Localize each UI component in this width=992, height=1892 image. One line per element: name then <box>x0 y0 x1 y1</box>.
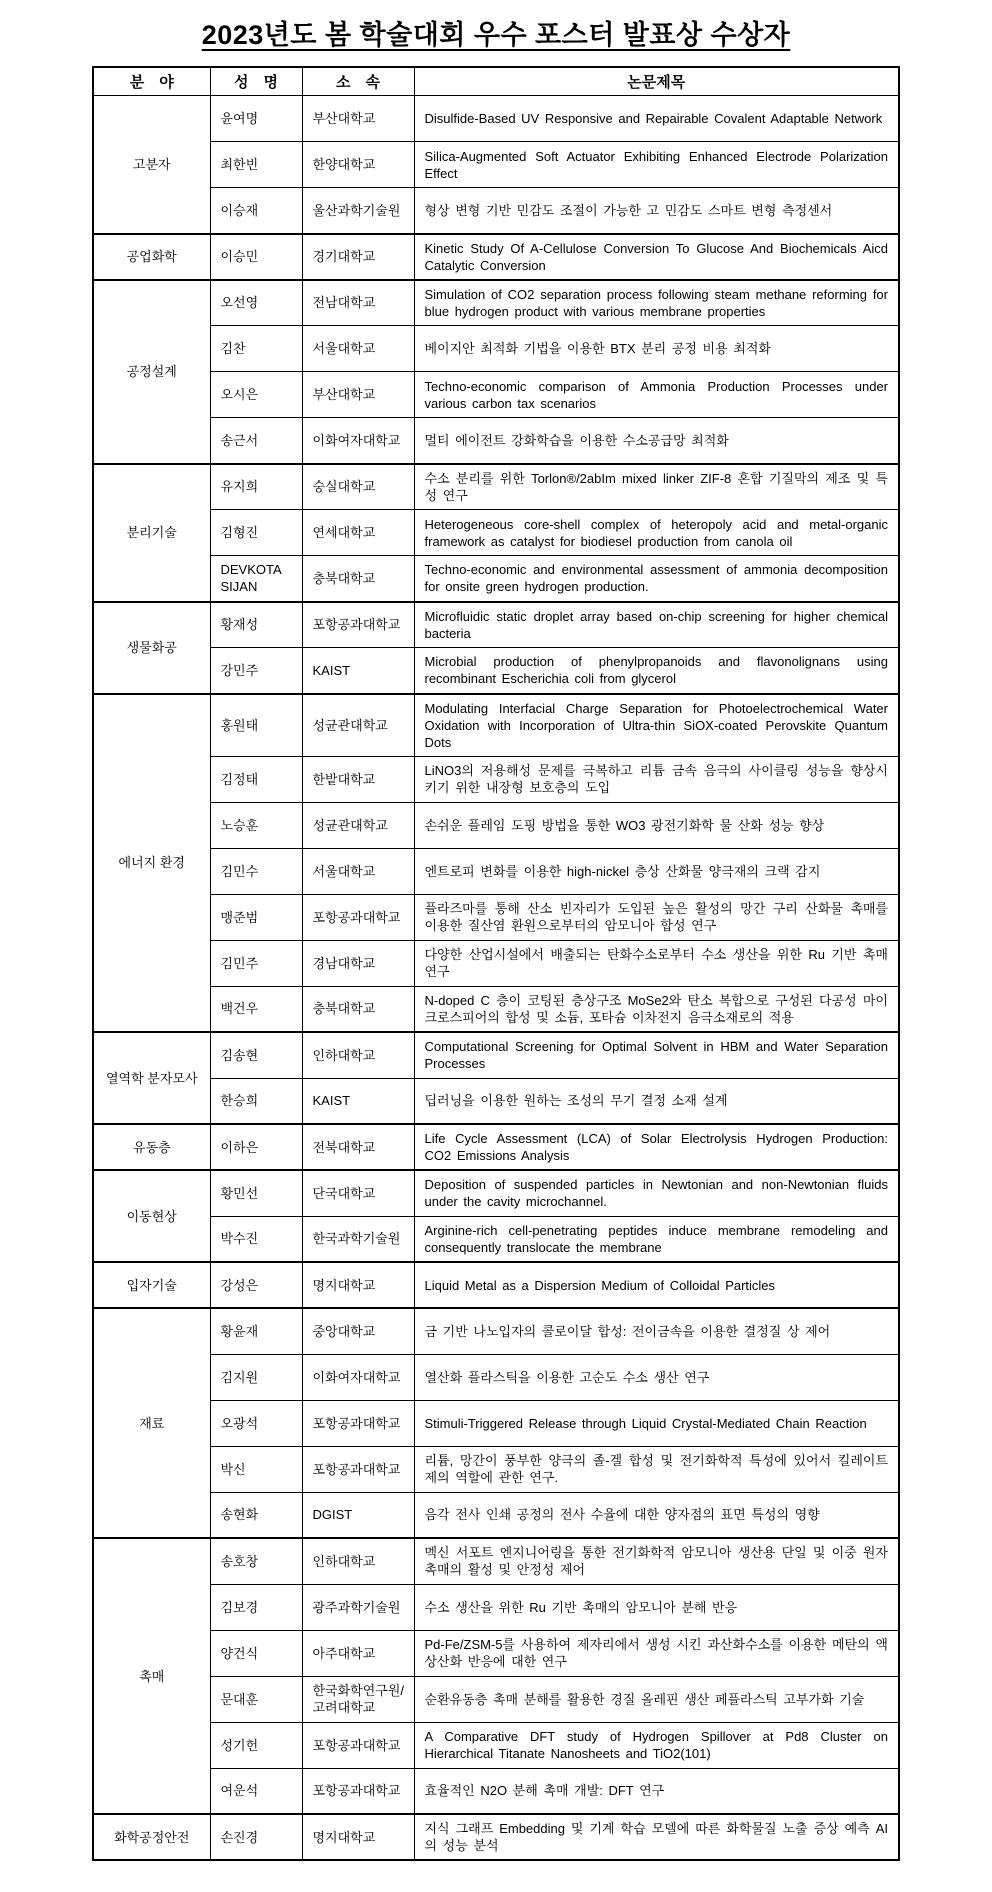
affiliation-cell: 연세대학교 <box>302 510 414 556</box>
paper-title-cell: Pd-Fe/ZSM-5를 사용하여 제자리에서 생성 시킨 과산화수소를 이용한 메탄의 액상산화 반응에 대한 연구 <box>414 1630 899 1676</box>
table-row <box>93 1354 899 1400</box>
table-row <box>93 1814 899 1860</box>
paper-title-cell: 효율적인 N2O 분해 촉매 개발: DFT 연구 <box>414 1768 899 1814</box>
paper-title-cell: Techno-economic and environmental assessment of ammonia decomposition for onsite green hydrogen production. <box>414 556 899 602</box>
table-row <box>93 1584 899 1630</box>
name-cell: 최한빈 <box>210 142 302 188</box>
table-row <box>93 1446 899 1492</box>
affiliation-cell: 경남대학교 <box>302 940 414 986</box>
affiliation-cell: DGIST <box>302 1492 414 1538</box>
name-cell: 오선영 <box>210 280 302 326</box>
table-row <box>93 1078 899 1124</box>
table-row <box>93 280 899 326</box>
header-affiliation: 소 속 <box>302 67 414 96</box>
page-title: 2023년도 봄 학술대회 우수 포스터 발표상 수상자 <box>201 20 791 50</box>
affiliation-cell: 명지대학교 <box>302 1814 414 1860</box>
field-cell: 열역학 분자모사 <box>93 1032 210 1124</box>
affiliation-cell: 포항공과대학교 <box>302 894 414 940</box>
table-row <box>93 96 899 142</box>
paper-title-cell: Computational Screening for Optimal Solvent in HBM and Water Separation Processes <box>414 1032 899 1078</box>
affiliation-cell: 인하대학교 <box>302 1538 414 1584</box>
paper-title-cell: 금 기반 나노입자의 콜로이달 합성: 전이금속을 이용한 결정질 상 제어 <box>414 1308 899 1354</box>
awards-table <box>92 66 900 1861</box>
table-row <box>93 802 899 848</box>
table-row <box>93 1170 899 1216</box>
table-row <box>93 234 899 280</box>
affiliation-cell: 서울대학교 <box>302 326 414 372</box>
table-row <box>93 648 899 694</box>
name-cell: 성기헌 <box>210 1722 302 1768</box>
name-cell: 김형진 <box>210 510 302 556</box>
name-cell: 김정태 <box>210 756 302 802</box>
affiliation-cell: 포항공과대학교 <box>302 602 414 648</box>
table-row <box>93 1308 899 1354</box>
table-row <box>93 1630 899 1676</box>
table-row <box>93 894 899 940</box>
affiliation-cell: 전남대학교 <box>302 280 414 326</box>
affiliation-cell: 인하대학교 <box>302 1032 414 1078</box>
name-cell: DEVKOTA SIJAN <box>210 556 302 602</box>
table-row <box>93 556 899 602</box>
field-cell: 에너지 환경 <box>93 694 210 1033</box>
name-cell: 송현화 <box>210 1492 302 1538</box>
header-name: 성 명 <box>210 67 302 96</box>
table-row <box>93 1032 899 1078</box>
table-row <box>93 1400 899 1446</box>
name-cell: 손진경 <box>210 1814 302 1860</box>
table-row <box>93 1538 899 1584</box>
name-cell: 이하은 <box>210 1124 302 1170</box>
affiliation-cell: 부산대학교 <box>302 372 414 418</box>
affiliation-cell: 한밭대학교 <box>302 756 414 802</box>
name-cell: 김찬 <box>210 326 302 372</box>
header-field: 분 야 <box>93 67 210 96</box>
paper-title-cell: 멕신 서포트 엔지니어링을 통한 전기화학적 암모니아 생산용 단일 및 이중 원자 촉매의 활성 및 안정성 제어 <box>414 1538 899 1584</box>
affiliation-cell: KAIST <box>302 1078 414 1124</box>
field-cell: 유동층 <box>93 1124 210 1170</box>
name-cell: 황민선 <box>210 1170 302 1216</box>
name-cell: 김보경 <box>210 1584 302 1630</box>
name-cell: 여운석 <box>210 1768 302 1814</box>
table-row <box>93 326 899 372</box>
affiliation-cell: 명지대학교 <box>302 1262 414 1308</box>
paper-title-cell: 음각 전사 인쇄 공정의 전사 수율에 대한 양자점의 표면 특성의 영향 <box>414 1492 899 1538</box>
name-cell: 박신 <box>210 1446 302 1492</box>
paper-title-cell: 멀티 에이전트 강화학습을 이용한 수소공급망 최적화 <box>414 418 899 464</box>
affiliation-cell: 한국과학기술원 <box>302 1216 414 1262</box>
paper-title-cell: A Comparative DFT study of Hydrogen Spillover at Pd8 Cluster on Hierarchical Titanate Nanosheets and TiO2(101) <box>414 1722 899 1768</box>
name-cell: 노승훈 <box>210 802 302 848</box>
table-row <box>93 464 899 510</box>
affiliation-cell: 충북대학교 <box>302 556 414 602</box>
paper-title-cell: 지식 그래프 Embedding 및 기계 학습 모델에 따른 화학물질 노출 증상 예측 AI의 성능 분석 <box>414 1814 899 1860</box>
name-cell: 송호창 <box>210 1538 302 1584</box>
name-cell: 김송현 <box>210 1032 302 1078</box>
affiliation-cell: 서울대학교 <box>302 848 414 894</box>
field-cell: 재료 <box>93 1308 210 1538</box>
paper-title-cell: Heterogeneous core-shell complex of heteropoly acid and metal-organic framework as catalyst for biodiesel production from canola oil <box>414 510 899 556</box>
affiliation-cell: 포항공과대학교 <box>302 1400 414 1446</box>
name-cell: 송근서 <box>210 418 302 464</box>
field-cell: 공정설계 <box>93 280 210 464</box>
paper-title-cell: 딥러닝을 이용한 원하는 조성의 무기 결정 소재 설계 <box>414 1078 899 1124</box>
name-cell: 박수진 <box>210 1216 302 1262</box>
affiliation-cell: 이화여자대학교 <box>302 418 414 464</box>
paper-title-cell: Microfluidic static droplet array based on-chip screening for higher chemical bacteria <box>414 602 899 648</box>
paper-title-cell: 수소 생산을 위한 Ru 기반 촉매의 암모니아 분해 반응 <box>414 1584 899 1630</box>
affiliation-cell: 중앙대학교 <box>302 1308 414 1354</box>
field-cell: 화학공정안전 <box>93 1814 210 1860</box>
affiliation-cell: 한국화학연구원/고려대학교 <box>302 1676 414 1722</box>
name-cell: 황윤재 <box>210 1308 302 1354</box>
paper-title-cell: LiNO3의 저용해성 문제를 극복하고 리튬 금속 음극의 사이클링 성능을 향상시키기 위한 내장형 보호층의 도입 <box>414 756 899 802</box>
paper-title-cell: 플라즈마를 통해 산소 빈자리가 도입된 높은 활성의 망간 구리 산화물 촉매를 이용한 질산염 환원으로부터의 암모니아 합성 연구 <box>414 894 899 940</box>
paper-title-cell: 엔트로피 변화를 이용한 high-nickel 층상 산화물 양극재의 크랙 감지 <box>414 848 899 894</box>
affiliation-cell: 성균관대학교 <box>302 802 414 848</box>
paper-title-cell: 베이지안 최적화 기법을 이용한 BTX 분리 공정 비용 최적화 <box>414 326 899 372</box>
paper-title-cell: Modulating Interfacial Charge Separation for Photoelectrochemical Water Oxidation with Incorporation of Ultra-thin SiOX-coated Perovskite Quantum Dots <box>414 694 899 757</box>
paper-title-cell: Liquid Metal as a Dispersion Medium of Colloidal Particles <box>414 1262 899 1308</box>
name-cell: 이승재 <box>210 188 302 234</box>
affiliation-cell: 광주과학기술원 <box>302 1584 414 1630</box>
paper-title-cell: 다양한 산업시설에서 배출되는 탄화수소로부터 수소 생산을 위한 Ru 기반 촉매 연구 <box>414 940 899 986</box>
header-paper-title: 논문제목 <box>414 67 899 96</box>
name-cell: 유지희 <box>210 464 302 510</box>
name-cell: 이승민 <box>210 234 302 280</box>
paper-title-cell: Arginine-rich cell-penetrating peptides induce membrane remodeling and consequently translocate the membrane <box>414 1216 899 1262</box>
table-row <box>93 188 899 234</box>
paper-title-cell: 순환유동층 촉매 분해를 활용한 경질 올레핀 생산 페플라스틱 고부가화 기술 <box>414 1676 899 1722</box>
table-row <box>93 986 899 1032</box>
field-cell: 촉매 <box>93 1538 210 1814</box>
table-row <box>93 940 899 986</box>
header-row <box>93 67 899 96</box>
paper-title-cell: 형상 변형 기반 민감도 조절이 가능한 고 민감도 스마트 변형 측정센서 <box>414 188 899 234</box>
affiliation-cell: 포항공과대학교 <box>302 1446 414 1492</box>
name-cell: 백건우 <box>210 986 302 1032</box>
affiliation-cell: 울산과학기술원 <box>302 188 414 234</box>
table-row <box>93 372 899 418</box>
name-cell: 김민수 <box>210 848 302 894</box>
table-row <box>93 1124 899 1170</box>
table-row <box>93 1676 899 1722</box>
table-row <box>93 848 899 894</box>
name-cell: 오광석 <box>210 1400 302 1446</box>
paper-title-cell: N-doped C 층이 코팅된 층상구조 MoSe2와 탄소 복합으로 구성된 다공성 마이크로스피어의 합성 및 소듐, 포타슘 이차전지 음극소재로의 적용 <box>414 986 899 1032</box>
table-row <box>93 418 899 464</box>
name-cell: 김민주 <box>210 940 302 986</box>
name-cell: 강성은 <box>210 1262 302 1308</box>
table-row <box>93 1722 899 1768</box>
field-cell: 고분자 <box>93 96 210 234</box>
affiliation-cell: 단국대학교 <box>302 1170 414 1216</box>
name-cell: 황재성 <box>210 602 302 648</box>
table-row <box>93 1216 899 1262</box>
name-cell: 오시은 <box>210 372 302 418</box>
name-cell: 한승희 <box>210 1078 302 1124</box>
paper-title-cell: Microbial production of phenylpropanoids and flavonolignans using recombinant Escherichia coli from glycerol <box>414 648 899 694</box>
field-cell: 입자기술 <box>93 1262 210 1308</box>
table-row <box>93 602 899 648</box>
paper-title-cell: 리튬, 망간이 풍부한 양극의 졸-겔 합성 및 전기화학적 특성에 있어서 킬레이트제의 역할에 관한 연구. <box>414 1446 899 1492</box>
name-cell: 맹준범 <box>210 894 302 940</box>
affiliation-cell: 이화여자대학교 <box>302 1354 414 1400</box>
field-cell: 공업화학 <box>93 234 210 280</box>
paper-title-cell: Simulation of CO2 separation process following steam methane reforming for blue hydrogen product with various membrane properties <box>414 280 899 326</box>
awards-table-body <box>93 96 899 1861</box>
field-cell: 생물화공 <box>93 602 210 694</box>
affiliation-cell: 아주대학교 <box>302 1630 414 1676</box>
affiliation-cell: 숭실대학교 <box>302 464 414 510</box>
table-row <box>93 1492 899 1538</box>
affiliation-cell: 경기대학교 <box>302 234 414 280</box>
table-row <box>93 694 899 757</box>
affiliation-cell: 성균관대학교 <box>302 694 414 757</box>
affiliation-cell: 부산대학교 <box>302 96 414 142</box>
paper-title-cell: Kinetic Study Of A-Cellulose Conversion To Glucose And Biochemicals Aicd Catalytic Conversion <box>414 234 899 280</box>
paper-title-cell: 수소 분리를 위한 Torlon®/2abIm mixed linker ZIF-8 혼합 기질막의 제조 및 특성 연구 <box>414 464 899 510</box>
affiliation-cell: 포항공과대학교 <box>302 1722 414 1768</box>
name-cell: 윤여명 <box>210 96 302 142</box>
paper-title-cell: Silica-Augmented Soft Actuator Exhibiting Enhanced Electrode Polarization Effect <box>414 142 899 188</box>
table-row <box>93 1262 899 1308</box>
affiliation-cell: 포항공과대학교 <box>302 1768 414 1814</box>
field-cell: 분리기술 <box>93 464 210 602</box>
table-row <box>93 1768 899 1814</box>
field-cell: 이동현상 <box>93 1170 210 1262</box>
paper-title-cell: Deposition of suspended particles in Newtonian and non-Newtonian fluids under the cavity microchannel. <box>414 1170 899 1216</box>
affiliation-cell: KAIST <box>302 648 414 694</box>
affiliation-cell: 전북대학교 <box>302 1124 414 1170</box>
affiliation-cell: 충북대학교 <box>302 986 414 1032</box>
paper-title-cell: 열산화 플라스틱을 이용한 고순도 수소 생산 연구 <box>414 1354 899 1400</box>
paper-title-cell: Life Cycle Assessment (LCA) of Solar Electrolysis Hydrogen Production: CO2 Emissions Analysis <box>414 1124 899 1170</box>
name-cell: 양건식 <box>210 1630 302 1676</box>
table-row <box>93 756 899 802</box>
table-row <box>93 510 899 556</box>
name-cell: 강민주 <box>210 648 302 694</box>
name-cell: 문대훈 <box>210 1676 302 1722</box>
paper-title-cell: Stimuli-Triggered Release through Liquid Crystal-Mediated Chain Reaction <box>414 1400 899 1446</box>
table-row <box>93 142 899 188</box>
paper-title-cell: Disulfide-Based UV Responsive and Repairable Covalent Adaptable Network <box>414 96 899 142</box>
paper-title-cell: Techno-economic comparison of Ammonia Production Processes under various carbon tax scenarios <box>414 372 899 418</box>
paper-title-cell: 손쉬운 플레임 도핑 방법을 통한 WO3 광전기화학 물 산화 성능 향상 <box>414 802 899 848</box>
affiliation-cell: 한양대학교 <box>302 142 414 188</box>
name-cell: 김지원 <box>210 1354 302 1400</box>
name-cell: 홍원태 <box>210 694 302 757</box>
